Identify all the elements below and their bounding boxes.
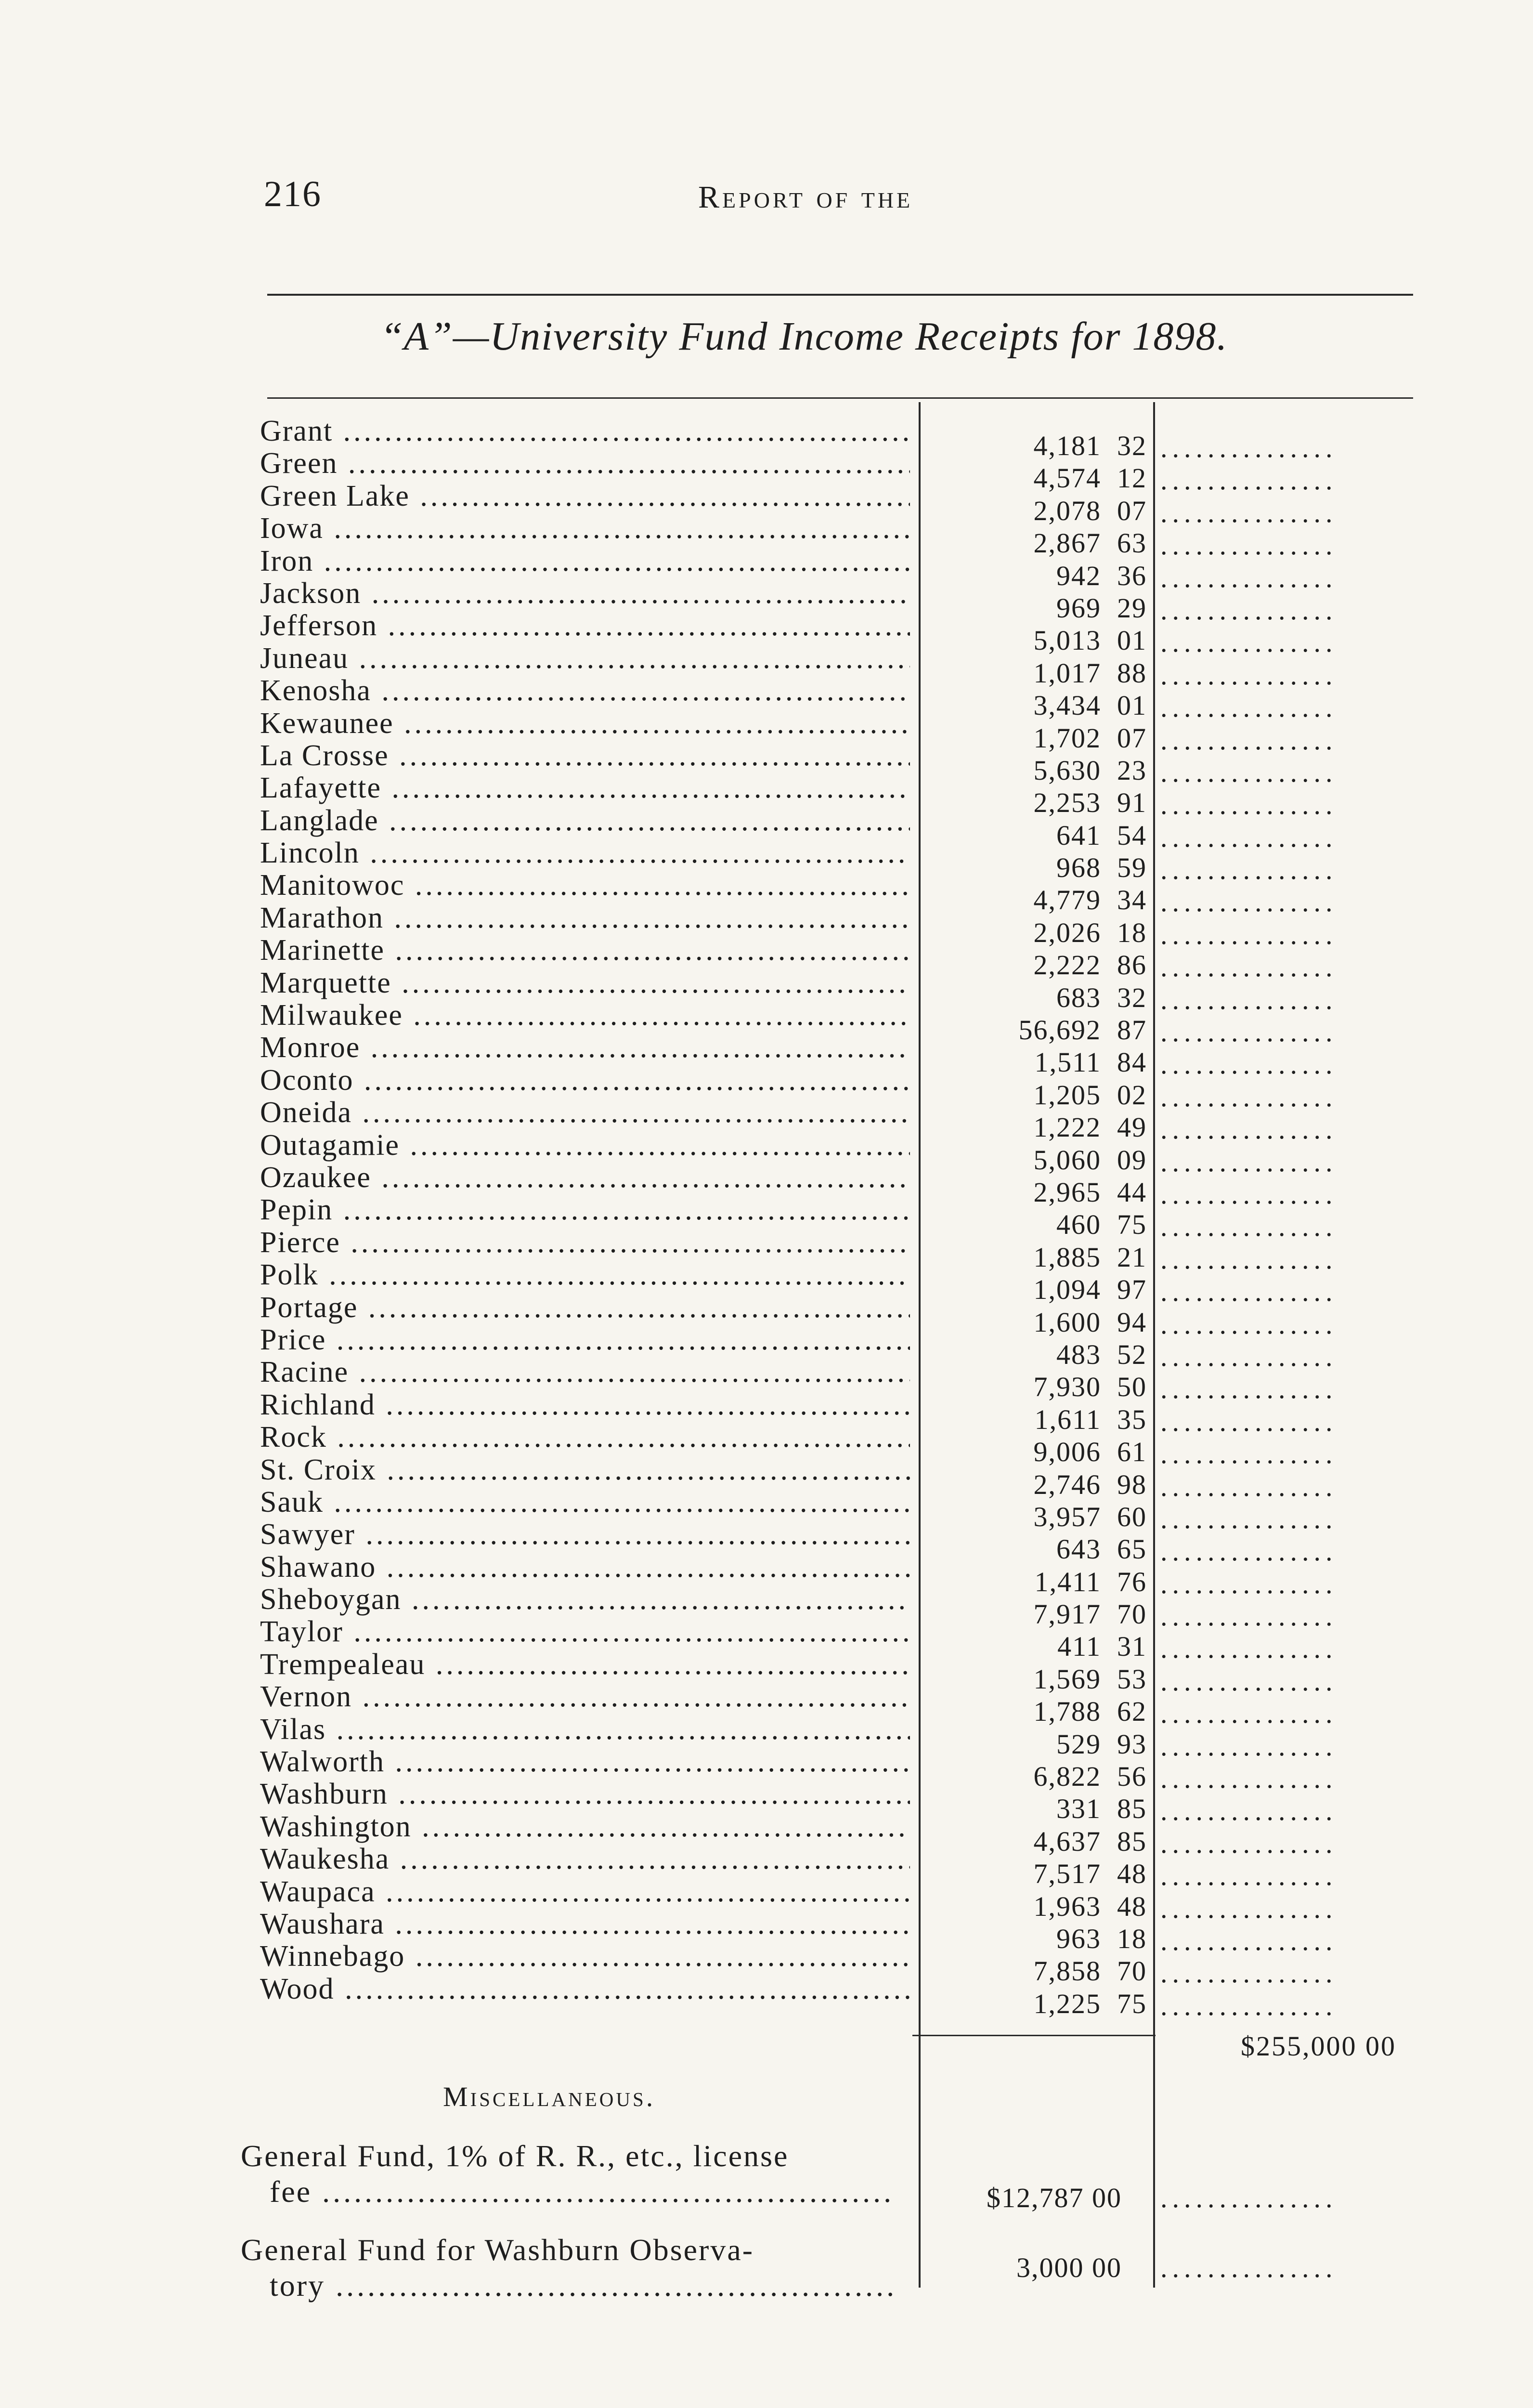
dot-leader: ............... bbox=[1160, 1503, 1338, 1534]
county-amount: 7,858 70 bbox=[1033, 1955, 1147, 1987]
table-row bbox=[250, 966, 1416, 1015]
dot-leader: ............... bbox=[1160, 951, 1338, 983]
county-amount: 6,822 56 bbox=[1033, 1761, 1147, 1793]
dot-leader: ............... bbox=[1160, 659, 1338, 691]
top-rule bbox=[267, 294, 1413, 296]
table-row bbox=[250, 1550, 1416, 1599]
county-amount: 1,600 94 bbox=[1033, 1306, 1147, 1338]
dot-leader: ............... bbox=[1160, 1924, 1338, 1956]
county-amount: 331 85 bbox=[1056, 1793, 1147, 1825]
misc-item-text-continued: tory ..... bbox=[241, 2268, 896, 2303]
dot-leader: ............... bbox=[1160, 529, 1338, 561]
dot-leader: ............... bbox=[1160, 1373, 1338, 1405]
dot-leader: ............... bbox=[1160, 789, 1338, 821]
dot-leader: ............... bbox=[1160, 1763, 1338, 1794]
county-name: Kewaunee ..... bbox=[260, 707, 910, 741]
county-amount: 1,094 97 bbox=[1033, 1274, 1147, 1306]
dot-leader: ............... bbox=[1160, 1276, 1338, 1308]
county-amount: 5,630 23 bbox=[1033, 754, 1147, 786]
county-name: Polk ..... bbox=[260, 1258, 910, 1292]
dot-leader: ............... bbox=[1160, 1146, 1338, 1178]
county-name: Washington ..... bbox=[260, 1810, 910, 1844]
county-name: Jefferson ..... bbox=[260, 609, 910, 643]
county-name: Monroe ..... bbox=[260, 1031, 910, 1065]
county-amount: 1,222 49 bbox=[1033, 1112, 1147, 1143]
misc-item-amount: 3,000 00 bbox=[1016, 2252, 1122, 2283]
dot-leader: ............... bbox=[1160, 497, 1338, 528]
table-row bbox=[250, 1745, 1416, 1794]
dot-leader: ............... bbox=[1160, 1795, 1338, 1827]
county-name: La Crosse ..... bbox=[260, 739, 910, 773]
county-name: Manitowoc ..... bbox=[260, 868, 910, 903]
county-name: Taylor ..... bbox=[260, 1615, 910, 1649]
dot-leader: ............... bbox=[1160, 1535, 1338, 1567]
table-row bbox=[250, 901, 1416, 950]
dot-leader: ............... bbox=[1160, 821, 1338, 853]
county-name: Jackson ..... bbox=[260, 576, 910, 611]
table-row bbox=[250, 1680, 1416, 1729]
county-name: Richland ..... bbox=[260, 1388, 910, 1422]
dot-leader: ............... bbox=[1160, 1633, 1338, 1664]
dot-leader: ............... bbox=[1160, 1308, 1338, 1340]
county-name: Green Lake ..... bbox=[260, 479, 910, 513]
county-amount: 5,013 01 bbox=[1033, 625, 1147, 656]
table-row bbox=[250, 1810, 1416, 1859]
county-name: Oneida ..... bbox=[260, 1096, 910, 1130]
county-amount: 963 18 bbox=[1056, 1923, 1147, 1954]
header-rule bbox=[267, 397, 1413, 399]
county-name: Waupaca ..... bbox=[260, 1875, 910, 1909]
dot-leader: ............... bbox=[1160, 1016, 1338, 1048]
dot-leader: ............... bbox=[1160, 1860, 1338, 1892]
dot-leader: ............... bbox=[1160, 1730, 1338, 1762]
dot-leader: ............... bbox=[1160, 1827, 1338, 1859]
county-receipts-table bbox=[250, 414, 1416, 2021]
table-row bbox=[250, 739, 1416, 788]
dot-leader: ............... bbox=[1160, 1438, 1338, 1470]
dot-leader: ............... bbox=[1160, 1113, 1338, 1145]
county-amount: 968 59 bbox=[1056, 852, 1147, 884]
dot-leader: ............... bbox=[1160, 1892, 1338, 1924]
county-amount: 460 75 bbox=[1056, 1209, 1147, 1241]
county-name: Oconto ..... bbox=[260, 1063, 910, 1098]
county-amount: 1,702 07 bbox=[1033, 722, 1147, 754]
county-name: Walworth ..... bbox=[260, 1745, 910, 1779]
county-name: St. Croix ..... bbox=[260, 1453, 910, 1487]
page-number: 216 bbox=[264, 174, 322, 214]
county-amount: 4,181 32 bbox=[1033, 430, 1147, 461]
dot-leader: ............... bbox=[1160, 627, 1338, 658]
county-amount: 529 93 bbox=[1056, 1728, 1147, 1760]
table-row bbox=[250, 1063, 1416, 1112]
county-amount: 2,746 98 bbox=[1033, 1468, 1147, 1500]
misc-item-amount: $12,787 00 bbox=[987, 2182, 1122, 2213]
table-row bbox=[250, 804, 1416, 853]
dot-leader: ............... bbox=[1160, 1957, 1338, 1989]
table-total: $255,000 00 bbox=[1241, 2030, 1396, 2062]
dot-leader: ............... bbox=[1160, 1665, 1338, 1697]
county-amount: 3,957 60 bbox=[1033, 1501, 1147, 1532]
misc-item-text: General Fund for Washburn Observa- bbox=[241, 2233, 754, 2267]
table-row bbox=[250, 1323, 1416, 1372]
dot-leader: ............... bbox=[1160, 464, 1338, 496]
table-row bbox=[250, 1907, 1416, 1956]
county-name: Outagamie ..... bbox=[260, 1128, 910, 1163]
table-row bbox=[250, 1388, 1416, 1437]
county-name: Juneau ..... bbox=[260, 641, 910, 676]
county-name: Milwaukee ..... bbox=[260, 998, 910, 1033]
county-amount: 1,611 35 bbox=[1034, 1403, 1147, 1435]
county-amount: 1,411 76 bbox=[1034, 1566, 1147, 1597]
table-row bbox=[250, 479, 1416, 528]
misc-heading: Miscellaneous. bbox=[443, 2081, 656, 2112]
county-amount: 942 36 bbox=[1056, 560, 1147, 591]
county-amount: 9,006 61 bbox=[1033, 1436, 1147, 1468]
county-name: Waushara ..... bbox=[260, 1907, 910, 1941]
county-name: Sawyer ..... bbox=[260, 1518, 910, 1552]
county-amount: 1,569 53 bbox=[1033, 1663, 1147, 1695]
county-name: Pierce ..... bbox=[260, 1226, 910, 1260]
county-name: Marquette ..... bbox=[260, 966, 910, 1000]
county-name: Lincoln ..... bbox=[260, 836, 910, 870]
county-name: Marathon ..... bbox=[260, 901, 910, 935]
county-amount: 483 52 bbox=[1056, 1338, 1147, 1370]
running-head: Report of the bbox=[698, 180, 913, 215]
county-amount: 5,060 09 bbox=[1033, 1144, 1147, 1176]
county-amount: 7,917 70 bbox=[1033, 1598, 1147, 1630]
county-name: Pepin ..... bbox=[260, 1193, 910, 1227]
county-amount: 2,253 91 bbox=[1033, 787, 1147, 819]
dot-leader: ............... bbox=[1160, 1340, 1338, 1372]
dot-leader: ............... bbox=[1160, 692, 1338, 723]
dot-leader: ............... bbox=[1160, 724, 1338, 756]
misc-item-text: General Fund, 1% of R. R., etc., license bbox=[241, 2139, 789, 2173]
dot-leader: ............... bbox=[1160, 1568, 1338, 1599]
county-amount: 2,078 07 bbox=[1033, 495, 1147, 526]
dot-leader: ............... bbox=[1160, 1470, 1338, 1502]
dot-leader: ............... bbox=[1160, 1081, 1338, 1112]
table-row bbox=[250, 674, 1416, 723]
dot-leader: ............... bbox=[1160, 854, 1338, 886]
county-amount: 2,965 44 bbox=[1033, 1176, 1147, 1208]
county-name: Iowa ..... bbox=[260, 511, 910, 546]
dot-leader: ............... bbox=[1160, 1178, 1338, 1210]
dot-leader: ............... bbox=[1160, 594, 1338, 626]
sum-rule bbox=[912, 2035, 1156, 2036]
county-name: Grant ..... bbox=[260, 414, 910, 448]
county-name: Rock ..... bbox=[260, 1420, 910, 1454]
county-amount: 1,225 75 bbox=[1033, 1988, 1147, 2019]
dot-leader: ............... bbox=[1160, 2252, 1338, 2283]
dot-leader: ............... bbox=[1160, 1048, 1338, 1080]
table-row bbox=[250, 1615, 1416, 1664]
county-name: Racine ..... bbox=[260, 1355, 910, 1389]
county-name: Portage ..... bbox=[260, 1291, 910, 1325]
misc-item-license-fee bbox=[241, 2138, 896, 2210]
county-amount: 1,205 02 bbox=[1033, 1079, 1147, 1111]
county-amount: 1,788 62 bbox=[1033, 1696, 1147, 1727]
county-name: Shawano ..... bbox=[260, 1550, 910, 1584]
dot-leader: ............... bbox=[1160, 1243, 1338, 1275]
county-name: Wood ..... bbox=[260, 1972, 910, 2006]
table-row bbox=[250, 414, 1416, 463]
county-name: Price ..... bbox=[260, 1323, 910, 1357]
county-amount: 2,026 18 bbox=[1033, 916, 1147, 948]
county-amount: 411 31 bbox=[1057, 1631, 1147, 1662]
county-amount: 7,930 50 bbox=[1033, 1371, 1147, 1403]
county-name: Langlade ..... bbox=[260, 804, 910, 838]
county-name: Sauk ..... bbox=[260, 1485, 910, 1519]
county-amount: 683 32 bbox=[1056, 982, 1147, 1013]
county-name: Iron ..... bbox=[260, 544, 910, 578]
county-name: Vilas ..... bbox=[260, 1713, 910, 1747]
county-name: Lafayette ..... bbox=[260, 771, 910, 805]
dot-leader: ............... bbox=[1160, 1405, 1338, 1437]
county-amount: 4,574 12 bbox=[1033, 462, 1147, 494]
county-name: Marinette ..... bbox=[260, 933, 910, 968]
dot-leader: ............... bbox=[1160, 562, 1338, 593]
dot-leader: ............... bbox=[1160, 918, 1338, 950]
county-amount: 1,017 88 bbox=[1033, 657, 1147, 689]
county-amount: 56,692 87 bbox=[1018, 1014, 1147, 1046]
county-amount: 3,434 01 bbox=[1033, 690, 1147, 721]
county-amount: 643 65 bbox=[1056, 1533, 1147, 1565]
county-amount: 4,779 34 bbox=[1033, 884, 1147, 916]
dot-leader: ............... bbox=[1160, 1211, 1338, 1243]
county-name: Winnebago ..... bbox=[260, 1939, 910, 1974]
dot-leader: ............... bbox=[1160, 983, 1338, 1015]
county-amount: 1,885 21 bbox=[1033, 1241, 1147, 1273]
misc-item-text-continued: fee ..... bbox=[241, 2174, 896, 2210]
table-row bbox=[250, 1485, 1416, 1534]
dot-leader: ............... bbox=[1160, 1698, 1338, 1729]
county-amount: 969 29 bbox=[1056, 592, 1147, 624]
dot-leader: ............... bbox=[1160, 1989, 1338, 2021]
county-name: Trempealeau ..... bbox=[260, 1648, 910, 1682]
table-row bbox=[250, 1972, 1416, 2021]
county-amount: 2,867 63 bbox=[1033, 527, 1147, 559]
county-name: Waukesha ..... bbox=[260, 1842, 910, 1876]
county-amount: 7,517 48 bbox=[1033, 1858, 1147, 1890]
county-amount: 2,222 86 bbox=[1033, 949, 1147, 981]
county-name: Green ..... bbox=[260, 446, 910, 481]
dot-leader: ............... bbox=[1160, 886, 1338, 918]
dot-leader: ............... bbox=[1160, 756, 1338, 788]
dot-leader: ............... bbox=[1160, 2182, 1338, 2213]
county-amount: 641 54 bbox=[1056, 819, 1147, 851]
county-name: Ozaukee ..... bbox=[260, 1161, 910, 1195]
county-amount: 1,511 84 bbox=[1034, 1047, 1147, 1078]
dot-leader: ............... bbox=[1160, 1600, 1338, 1632]
county-amount: 1,963 48 bbox=[1033, 1890, 1147, 1922]
county-name: Kenosha ..... bbox=[260, 674, 910, 708]
table-title: “A”—University Fund Income Receipts for 1898. bbox=[380, 314, 1228, 359]
dot-leader: ............... bbox=[1160, 432, 1338, 463]
county-amount: 4,637 85 bbox=[1033, 1825, 1147, 1857]
county-name: Vernon ..... bbox=[260, 1680, 910, 1714]
county-name: Washburn ..... bbox=[260, 1777, 910, 1811]
misc-item-observatory bbox=[241, 2232, 896, 2303]
county-name: Sheboygan ..... bbox=[260, 1583, 910, 1617]
